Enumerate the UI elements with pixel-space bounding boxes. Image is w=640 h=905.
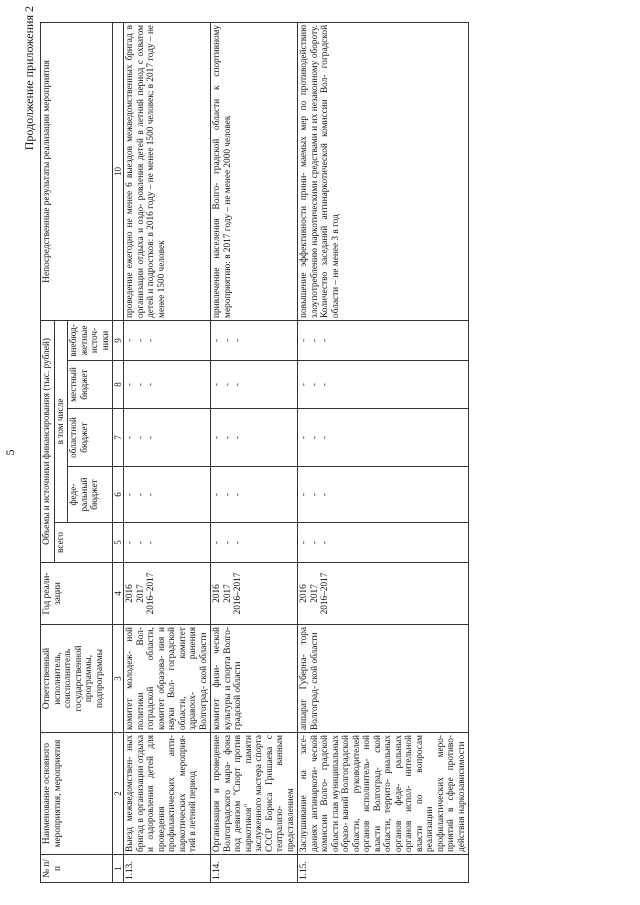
- header-year: Год реали- зации: [41, 563, 113, 625]
- table-row: [298, 22, 469, 882]
- column-number: 4: [113, 563, 124, 625]
- funding-federal: - - -: [211, 467, 298, 523]
- result-description: привлечение населения Волго- градской области к спортивному мероприятию: в 2017 году – не менее 2000 человек: [211, 22, 298, 320]
- header-total: всего: [54, 523, 113, 563]
- column-number: 3: [113, 625, 124, 733]
- funding-total: - - -: [124, 523, 211, 563]
- funding-total: - - -: [298, 523, 469, 563]
- continuation-label: Продолжение приложения 2: [22, 6, 36, 151]
- header-federal: феде- ральный бюджет: [68, 467, 113, 523]
- row-number: 1.15.: [298, 855, 469, 883]
- row-number: 1.14.: [211, 855, 298, 883]
- column-number: 9: [113, 320, 124, 360]
- funding-offbudget: - - -: [124, 320, 211, 360]
- result-description: повышение эффективности прини- маемых мер по противодействию злоупотреблению наркотическими средствами и их незаконному обороту. Количество заседаний антинаркотической комиссии Вол- гоградской области – не менее 3 в год: [298, 22, 469, 320]
- page-number: 5: [3, 449, 17, 456]
- funding-federal: - - -: [124, 467, 211, 523]
- column-numbers-row: [113, 22, 124, 882]
- header-number: № п/п: [41, 855, 113, 883]
- funding-regional: - - -: [124, 409, 211, 467]
- column-number: 6: [113, 467, 124, 523]
- table-row: [211, 22, 298, 882]
- program-activities-table: [40, 22, 469, 883]
- column-number: 2: [113, 733, 124, 855]
- header-row: [41, 22, 55, 882]
- funding-local: - - -: [211, 361, 298, 409]
- activity-name: Заслушивание на засе- даниях антинаркоти- ческой комиссии Волго- градской области глав муниципальных образо- ваний Волгоградской области, руководителей органов исполнитель- ной власти Волгоград- ской области, террито- риальных органов феде- ральных органов испол- нительной власти по вопросам реализации профилактических меро- приятий в сфере противо- действия наркозависимости: [298, 733, 469, 855]
- funding-total: - - -: [211, 523, 298, 563]
- executor: комитет молодеж- ной политики Вол- гоградской области, комитет образова- ния и науки Вол- гоградской области, комитет здравоох- ранения Волгоград- ской области: [124, 625, 211, 733]
- table-row: [124, 22, 211, 882]
- row-number: 1.13.: [124, 855, 211, 883]
- header-funding: Объемы и источники финансирования (тыс. рублей): [41, 320, 55, 562]
- column-number: 5: [113, 523, 124, 563]
- header-local: местный бюджет: [68, 361, 113, 409]
- header-including: в том числе: [54, 320, 68, 522]
- activity-name: Выезд межведомствен- ных бригад в организации отдыха и оздоровления детей для проведения профилактических анти- наркотических мероприя- тий в летний период: [124, 733, 211, 855]
- executor: комитет физи- ческой культуры и спорта Волго- градской области: [211, 625, 298, 733]
- funding-offbudget: - - -: [298, 320, 469, 360]
- funding-regional: - - -: [211, 409, 298, 467]
- header-results: Непосредственные результаты реализации мероприятия: [41, 22, 113, 320]
- column-number: 7: [113, 409, 124, 467]
- funding-local: - - -: [124, 361, 211, 409]
- header-regional: областной бюджет: [68, 409, 113, 467]
- executor: аппарат Губерна- тора Волгоград- ской области: [298, 625, 469, 733]
- header-offbudget: внебюд- жетные источ- ники: [68, 320, 113, 360]
- header-activity-name: Наименование основного мероприятия, мероприятия: [41, 733, 113, 855]
- funding-federal: - - -: [298, 467, 469, 523]
- header-executor: Ответственный исполнитель, соисполнитель государственной программы, подпрограммы: [41, 625, 113, 733]
- years: 2016 2017 2016–2017: [124, 563, 211, 625]
- funding-regional: - - -: [298, 409, 469, 467]
- column-number: 1: [113, 855, 124, 883]
- funding-offbudget: - - -: [211, 320, 298, 360]
- column-number: 10: [113, 22, 124, 320]
- activity-name: Организация и проведение Волгоградского мара- фона под девизом "Спорт против наркотиков" памяти заслуженного мастера спорта СССР Бориса Гришаева с театрализо- ванным представлением: [211, 733, 298, 855]
- years: 2016 2017 2016–2017: [211, 563, 298, 625]
- years: 2016 2017 2016–2017: [298, 563, 469, 625]
- result-description: проведение ежегодно не менее 6 выездов межведомственных бригад в организации отдыха и оздо- ровления детей в летний период с охватом детей и подростков: в 2016 году – не менее 1500 человек; в 2017 году – не менее 1500 человек: [124, 22, 211, 320]
- column-number: 8: [113, 361, 124, 409]
- funding-local: - - -: [298, 361, 469, 409]
